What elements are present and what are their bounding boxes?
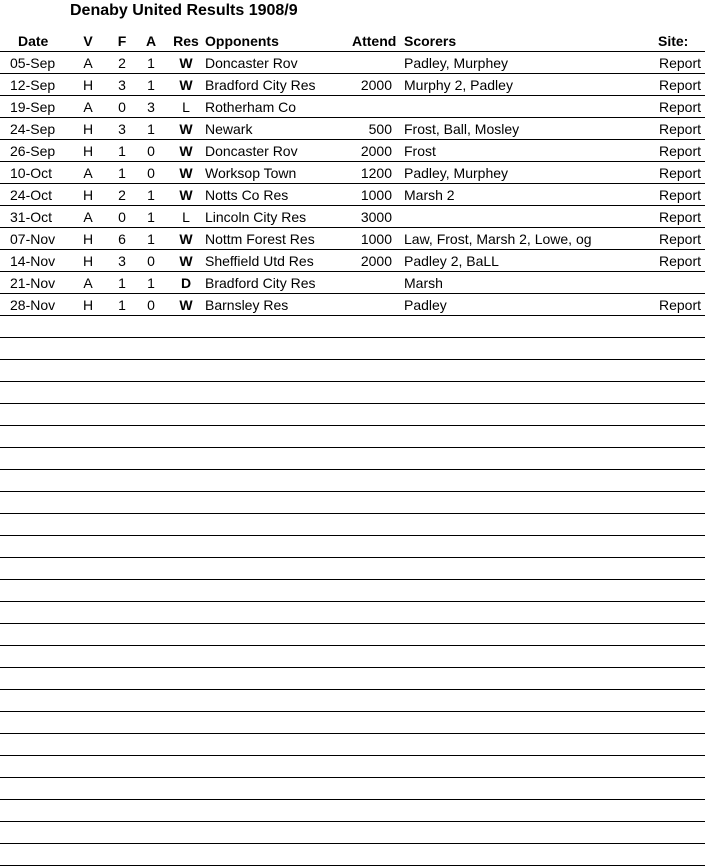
- cell-scorers: Padley, Murphey: [404, 55, 509, 71]
- cell-for: 3: [118, 77, 126, 93]
- cell-date: 12-Sep: [10, 77, 56, 93]
- cell-result: W: [179, 231, 193, 247]
- cell-opponents: Nottm Forest Res: [205, 231, 315, 247]
- table-row: [0, 52, 705, 74]
- cell-site[interactable]: Report: [658, 297, 701, 313]
- header-scorers: Scorers: [404, 33, 457, 49]
- cell-opponents: Worksop Town: [205, 165, 297, 181]
- cell-date: 26-Sep: [10, 143, 56, 159]
- cell-venue: A: [83, 275, 93, 291]
- table-row: [0, 140, 705, 162]
- empty-row: [0, 580, 705, 602]
- cell-site[interactable]: Report: [658, 99, 701, 115]
- cell-date: 19-Sep: [10, 99, 56, 115]
- empty-row: [0, 338, 705, 360]
- cell-against: 0: [147, 297, 155, 313]
- cell-result: L: [182, 99, 190, 115]
- cell-against: 0: [147, 165, 155, 181]
- cell-for: 2: [118, 55, 126, 71]
- cell-result: W: [179, 55, 193, 71]
- empty-row: [0, 602, 705, 624]
- empty-row: [0, 822, 705, 844]
- cell-result: W: [179, 187, 193, 203]
- cell-opponents: Bradford City Res: [205, 275, 316, 291]
- cell-against: 1: [147, 209, 155, 225]
- cell-result: L: [182, 209, 190, 225]
- header-opponents: Opponents: [205, 33, 279, 49]
- cell-site[interactable]: Report: [658, 121, 701, 137]
- cell-for: 0: [118, 209, 126, 225]
- header-site: Site:: [658, 33, 689, 49]
- empty-row: [0, 426, 705, 448]
- cell-date: 10-Oct: [10, 165, 53, 181]
- cell-attendance: 2000: [360, 77, 392, 93]
- empty-row: [0, 668, 705, 690]
- page-title: Denaby United Results 1908/9: [70, 2, 298, 19]
- cell-opponents: Doncaster Rov: [205, 55, 298, 71]
- cell-site[interactable]: Report: [658, 209, 701, 225]
- cell-date: 31-Oct: [10, 209, 53, 225]
- empty-row: [0, 558, 705, 580]
- cell-opponents: Notts Co Res: [205, 187, 289, 203]
- empty-row: [0, 690, 705, 712]
- cell-site[interactable]: Report: [658, 231, 701, 247]
- empty-row: [0, 382, 705, 404]
- empty-row: [0, 646, 705, 668]
- cell-scorers: Padley: [404, 297, 447, 313]
- cell-against: 0: [147, 253, 155, 269]
- cell-date: 24-Oct: [10, 187, 53, 203]
- table-row: [0, 228, 705, 250]
- cell-result: W: [179, 77, 193, 93]
- cell-opponents: Newark: [205, 121, 253, 137]
- cell-result: W: [179, 143, 193, 159]
- cell-for: 1: [118, 143, 126, 159]
- cell-result: W: [179, 297, 193, 313]
- cell-attendance: 1000: [360, 231, 392, 247]
- results-table: [0, 30, 705, 866]
- header-attendance: Attend: [352, 33, 397, 49]
- cell-date: 24-Sep: [10, 121, 56, 137]
- cell-venue: H: [82, 253, 94, 269]
- cell-venue: A: [83, 165, 93, 181]
- cell-opponents: Barnsley Res: [205, 297, 289, 313]
- cell-date: 28-Nov: [10, 297, 56, 313]
- cell-venue: H: [82, 77, 94, 93]
- empty-row: [0, 778, 705, 800]
- header-date: Date: [18, 33, 49, 49]
- empty-row: [0, 404, 705, 426]
- cell-scorers: Murphy 2, Padley: [404, 77, 513, 93]
- empty-row: [0, 756, 705, 778]
- cell-for: 3: [118, 253, 126, 269]
- cell-scorers: Padley 2, BaLL: [404, 253, 499, 269]
- empty-row: [0, 800, 705, 822]
- cell-for: 1: [118, 297, 126, 313]
- cell-date: 05-Sep: [10, 55, 56, 71]
- cell-against: 1: [147, 275, 155, 291]
- cell-venue: H: [82, 187, 94, 203]
- empty-row: [0, 624, 705, 646]
- cell-scorers: Frost: [404, 143, 436, 159]
- cell-against: 3: [147, 99, 155, 115]
- cell-site[interactable]: Report: [658, 165, 701, 181]
- cell-for: 1: [118, 275, 126, 291]
- cell-against: 1: [147, 187, 155, 203]
- cell-against: 1: [147, 55, 155, 71]
- cell-attendance: 2000: [360, 253, 392, 269]
- empty-row: [0, 734, 705, 756]
- cell-opponents: Rotherham Co: [205, 99, 297, 115]
- empty-row: [0, 470, 705, 492]
- cell-attendance: 2000: [360, 143, 392, 159]
- table-row: [0, 294, 705, 316]
- cell-for: 3: [118, 121, 126, 137]
- cell-result: W: [179, 253, 193, 269]
- cell-against: 1: [147, 77, 155, 93]
- header-venue: V: [83, 33, 93, 49]
- empty-row: [0, 492, 705, 514]
- cell-result: W: [179, 165, 193, 181]
- cell-scorers: Law, Frost, Marsh 2, Lowe, og: [404, 231, 592, 247]
- empty-row: [0, 360, 705, 382]
- cell-venue: H: [82, 297, 94, 313]
- cell-site[interactable]: Report: [658, 143, 701, 159]
- cell-site[interactable]: Report: [658, 55, 701, 71]
- cell-site[interactable]: Report: [658, 253, 701, 269]
- table-row: [0, 96, 705, 118]
- cell-attendance: 1000: [360, 187, 392, 203]
- cell-opponents: Doncaster Rov: [205, 143, 298, 159]
- header-for: F: [117, 33, 127, 49]
- empty-row: [0, 712, 705, 734]
- cell-scorers: Padley, Murphey: [404, 165, 509, 181]
- cell-venue: H: [82, 121, 94, 137]
- table-row: [0, 184, 705, 206]
- table-row: [0, 74, 705, 96]
- cell-for: 1: [118, 165, 126, 181]
- cell-date: 07-Nov: [10, 231, 56, 247]
- empty-row: [0, 536, 705, 558]
- header-result: Res: [173, 33, 199, 49]
- table-header-row: [0, 30, 705, 52]
- table-row: [0, 162, 705, 184]
- cell-for: 0: [118, 99, 126, 115]
- cell-attendance: 500: [368, 121, 392, 137]
- cell-scorers: Marsh 2: [404, 187, 455, 203]
- cell-venue: H: [82, 231, 94, 247]
- cell-attendance: 1200: [360, 165, 392, 181]
- cell-venue: A: [83, 209, 93, 225]
- cell-scorers: Marsh: [404, 275, 443, 291]
- cell-against: 0: [147, 143, 155, 159]
- empty-row: [0, 514, 705, 536]
- empty-row: [0, 448, 705, 470]
- cell-for: 6: [118, 231, 126, 247]
- cell-site[interactable]: Report: [658, 77, 701, 93]
- empty-row: [0, 844, 705, 866]
- cell-venue: A: [83, 55, 93, 71]
- cell-venue: A: [83, 99, 93, 115]
- cell-result: D: [180, 275, 192, 291]
- cell-result: W: [179, 121, 193, 137]
- cell-for: 2: [118, 187, 126, 203]
- empty-row: [0, 316, 705, 338]
- cell-against: 1: [147, 121, 155, 137]
- cell-date: 14-Nov: [10, 253, 56, 269]
- cell-opponents: Bradford City Res: [205, 77, 316, 93]
- cell-date: 21-Nov: [10, 275, 56, 291]
- table-row: [0, 118, 705, 140]
- cell-against: 1: [147, 231, 155, 247]
- cell-opponents: Lincoln City Res: [205, 209, 307, 225]
- table-row: [0, 206, 705, 228]
- table-row: [0, 250, 705, 272]
- cell-attendance: 3000: [360, 209, 392, 225]
- header-against: A: [145, 33, 157, 49]
- cell-venue: H: [82, 143, 94, 159]
- cell-scorers: Frost, Ball, Mosley: [404, 121, 520, 137]
- cell-site[interactable]: Report: [658, 187, 701, 203]
- cell-opponents: Sheffield Utd Res: [205, 253, 314, 269]
- table-row: [0, 272, 705, 294]
